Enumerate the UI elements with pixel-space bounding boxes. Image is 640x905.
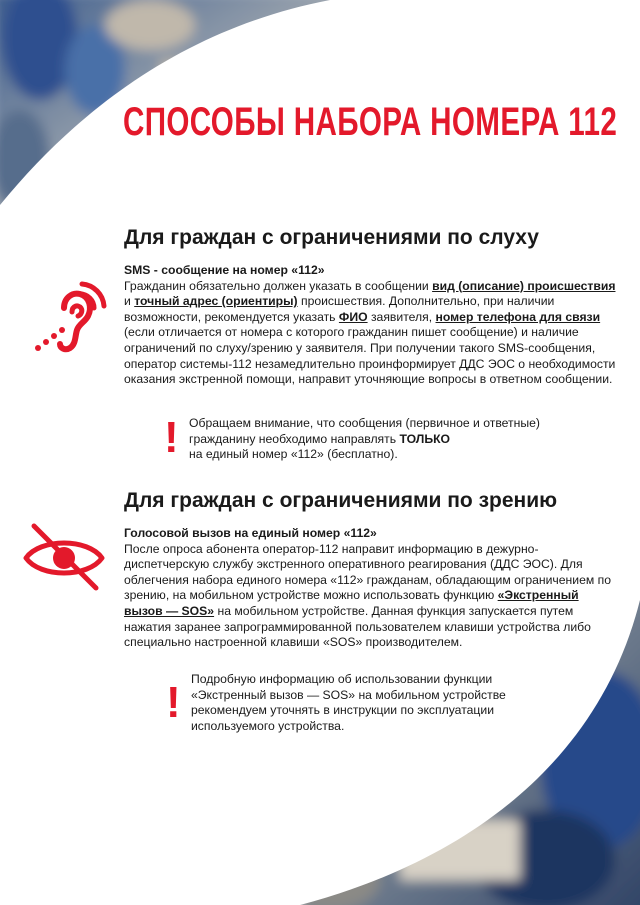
vision-subheading: Голосовой вызов на единый номер «112» (124, 526, 377, 540)
hearing-note-line: гражданину необходимо направлять ТОЛЬКО (189, 431, 451, 446)
hearing-subheading: SMS - сообщение на номер «112» (124, 263, 325, 277)
vision-note-line: «Экстренный вызов — SOS» на мобильном устройстве (191, 687, 506, 702)
vision-underlined-sos: «Экстренный вызов — SOS» (124, 588, 579, 618)
hearing-underlined-incident: вид (описание) происшествия (432, 278, 616, 293)
only-emphasis: ТОЛЬКО (399, 431, 451, 446)
page-title: СПОСОБЫ НАБОРА НОМЕРА 112 (123, 100, 618, 144)
hearing-note (189, 416, 589, 463)
vision-text-1: После опроса абонента оператор-112 направит информацию в дежурно-диспетчерскую службу экстренного оперативного реагирования (ДДС ЭОС). Для облегчения набора единого номера «112» гражданам, обладающим ограничением по зрению, на мобильном устройстве можно использовать функцию (124, 541, 612, 603)
hearing-text-2: и (124, 294, 135, 309)
hearing-text-1: Гражданин обязательно должен указать в сообщении (124, 278, 433, 293)
vision-heading: Для граждан с ограничениями по зрению (124, 489, 558, 512)
vision-note-line: используемого устройства. (191, 718, 345, 733)
exclamation-icon: ! (166, 678, 181, 727)
hearing-note-line: Обращаем внимание, что сообщения (первичное и ответные) (189, 416, 540, 430)
hearing-text-5: (если отличается от номера с которого гражданин пишет сообщение) и наличие ограничений по слуху/зрению у заявителя. При получении такого SMS-сообщения, оператор системы-112 незамедлительно проинформирует ДДС ЭОС о необходимости оказания экстренной помощи, направит уточняющие вопросы в ответном сообщении. (124, 325, 616, 387)
vision-note-line: Подробную информацию об использовании функции (191, 672, 493, 686)
exclamation-icon: ! (164, 413, 179, 462)
hearing-heading: Для граждан с ограничениями по слуху (124, 226, 539, 249)
hearing-impaired-ear-icon (30, 278, 110, 360)
crossed-eye-icon (22, 520, 106, 592)
hearing-underlined-address: точный адрес (ориентиры) (134, 294, 298, 309)
hearing-note-line: на единый номер «112» (бесплатно). (189, 447, 398, 462)
hearing-text-3: происшествия. Дополнительно, при наличии возможности, рекомендуется указать (124, 294, 555, 324)
hearing-text-4: заявителя, (367, 309, 436, 324)
vision-note-line: рекомендуем уточнять в инструкции по эксплуатации (191, 703, 495, 718)
vision-note (191, 672, 591, 734)
vision-paragraph (124, 542, 620, 651)
hearing-underlined-phone: номер телефона для связи (435, 309, 601, 324)
vision-text-2: на мобильном устройстве. Данная функция запускается путем нажатия заранее запрограммированной пользователем клавиши устройства либо специально настроенной клавиши «SOS» производителем. (124, 603, 591, 650)
hearing-body (124, 263, 624, 388)
hearing-underlined-name: ФИО (338, 309, 368, 324)
hearing-paragraph (124, 279, 624, 388)
vision-body (124, 526, 620, 651)
